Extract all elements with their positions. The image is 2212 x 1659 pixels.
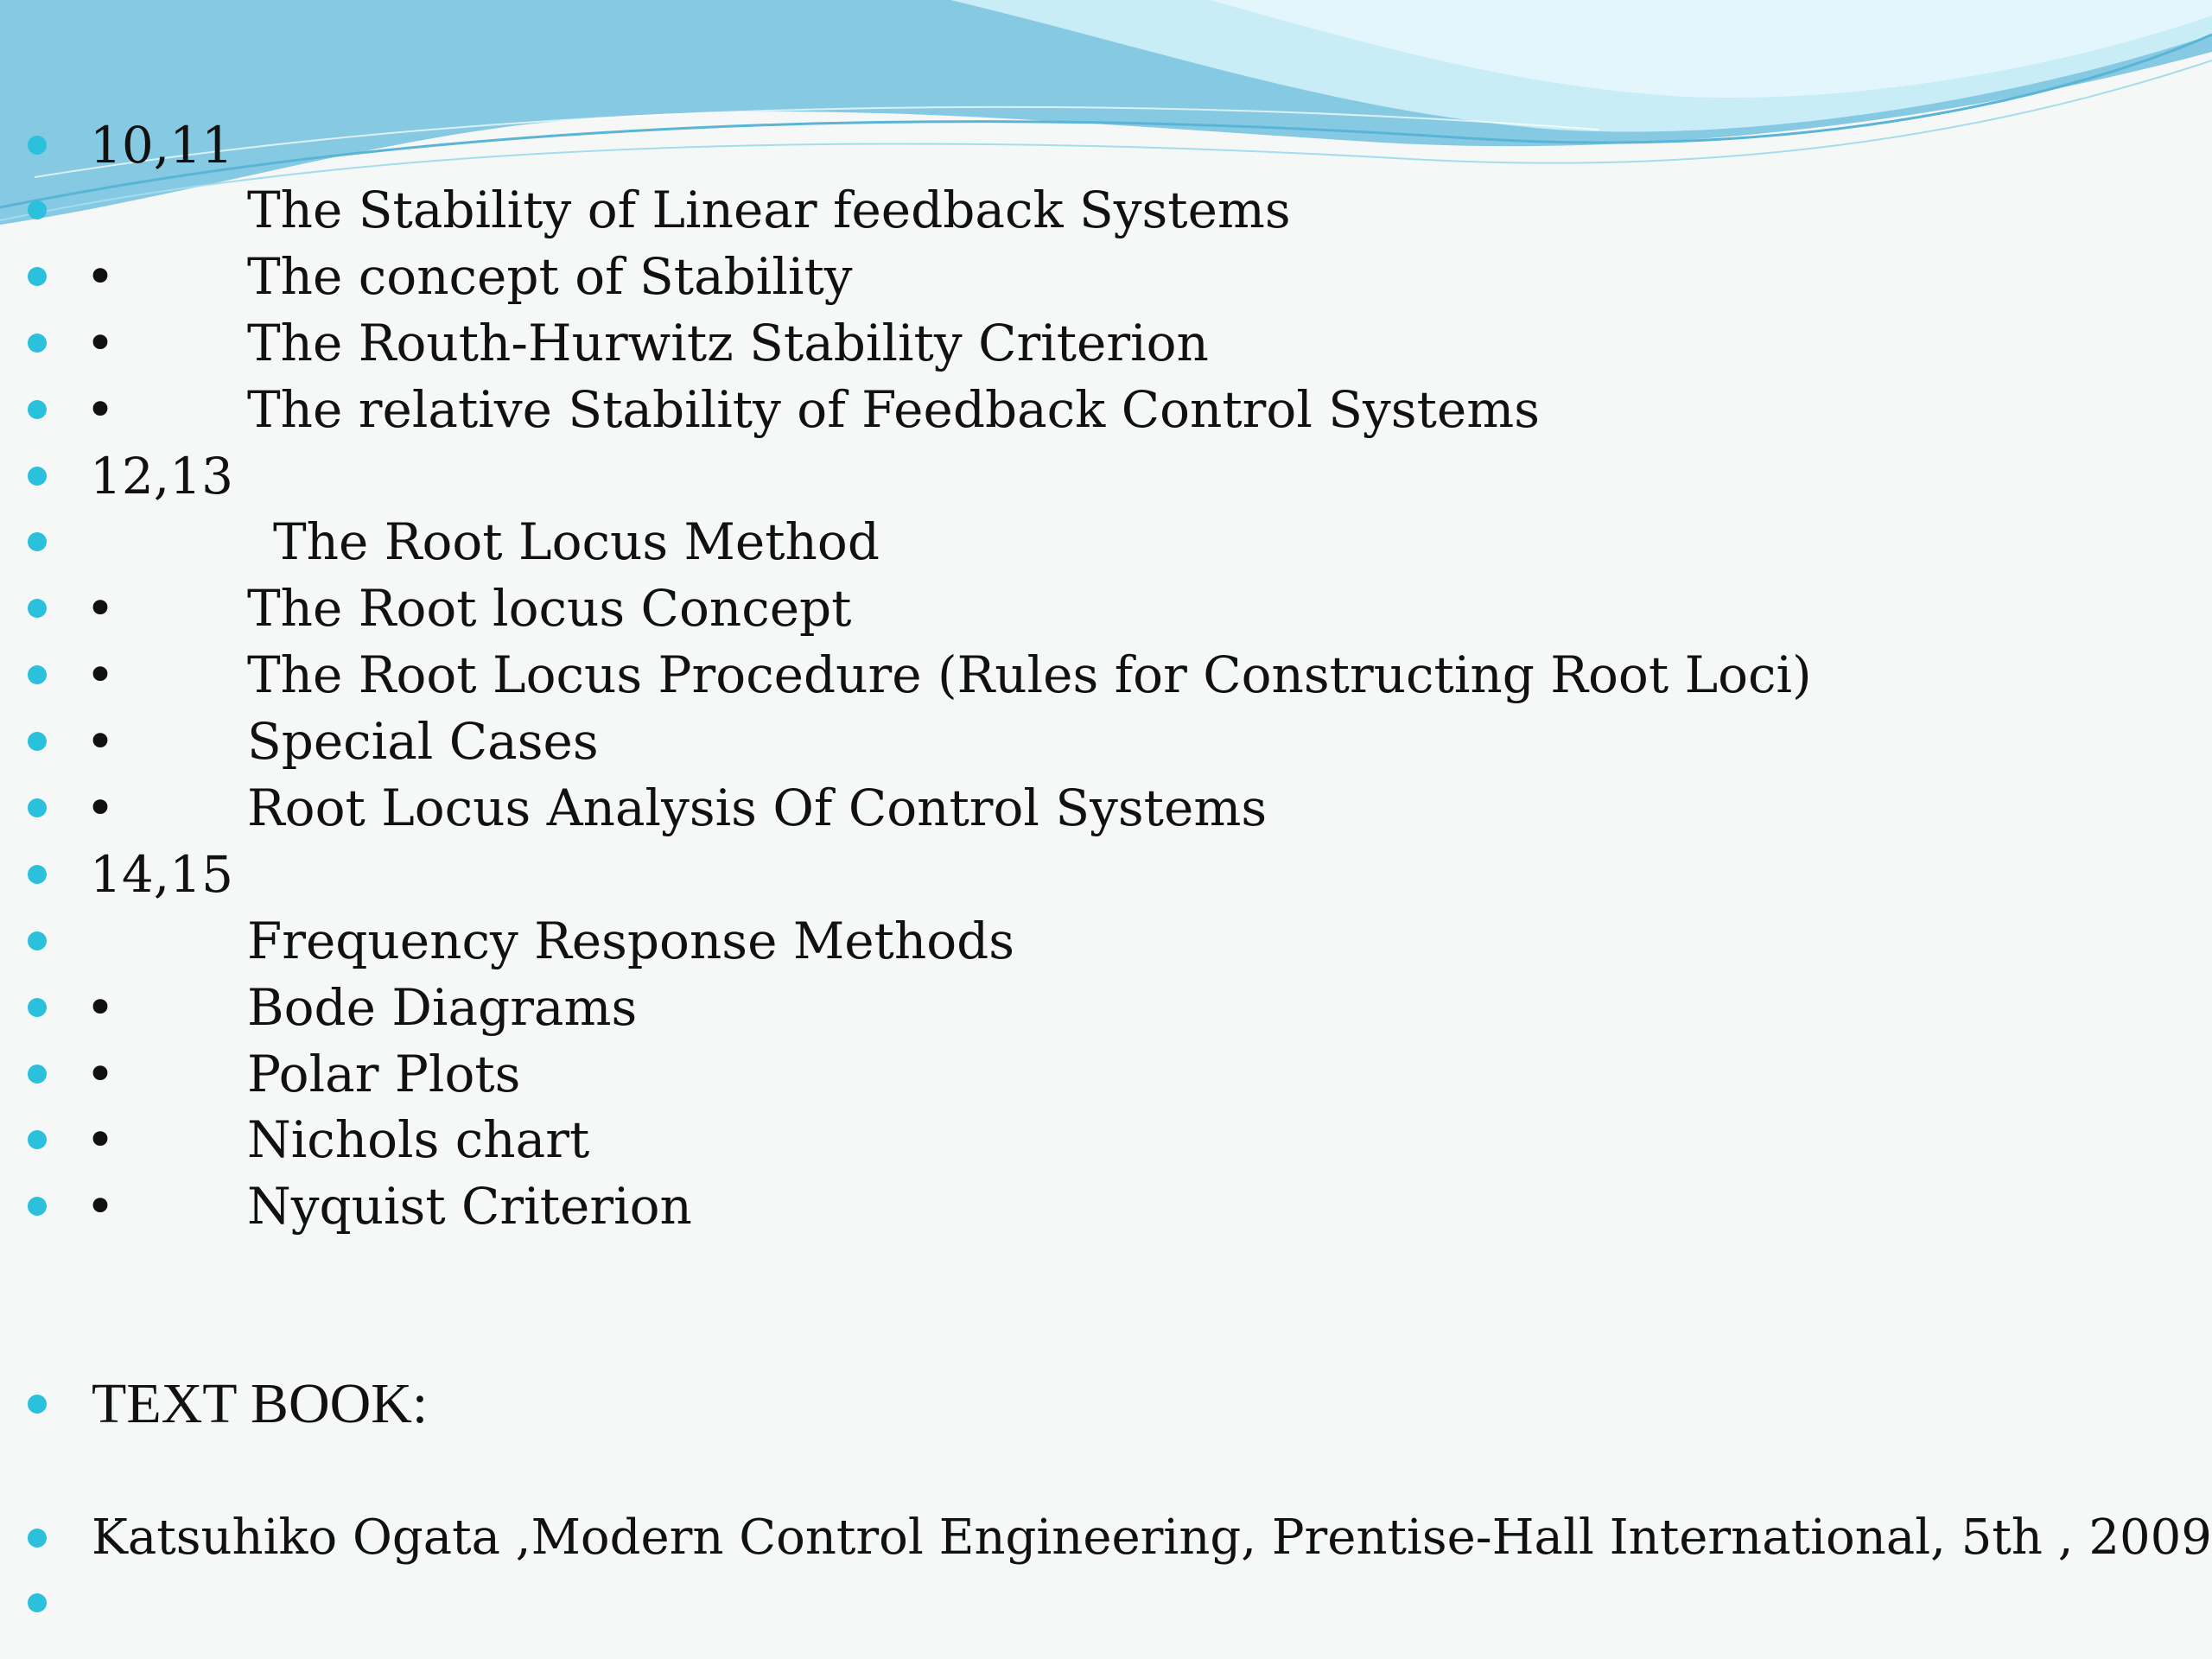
outline-row bbox=[0, 977, 2212, 1038]
sub-bullet-icon: • bbox=[85, 645, 116, 704]
bullet-dot-icon bbox=[28, 1065, 47, 1084]
week-label: 14,15 bbox=[90, 845, 234, 904]
topic-item: Polar Plots bbox=[247, 1045, 521, 1103]
outline-row bbox=[0, 446, 2212, 506]
topic-item: The Root Locus Procedure (Rules for Constructing Root Loci) bbox=[247, 645, 1812, 704]
bullet-dot-icon bbox=[28, 798, 47, 817]
topic-item: Nyquist Criterion bbox=[247, 1177, 692, 1236]
bullet-dot-icon bbox=[28, 467, 47, 486]
sub-bullet-icon: • bbox=[85, 779, 116, 837]
bullet-dot-icon bbox=[28, 998, 47, 1017]
bullet-dot-icon bbox=[28, 1130, 47, 1149]
sub-bullet-icon: • bbox=[85, 1110, 116, 1169]
bullet-dot-icon bbox=[28, 267, 47, 286]
outline-row bbox=[0, 911, 2212, 971]
bullet-dot-icon bbox=[28, 532, 47, 551]
textbook-reference: Katsuhiko Ogata ,Modern Control Engineering, Prentise-Hall International, 5th , 2009 bbox=[92, 1510, 2212, 1566]
topic-item: The concept of Stability bbox=[247, 247, 853, 306]
textbook-heading: TEXT BOOK: bbox=[92, 1372, 429, 1435]
sub-bullet-icon: • bbox=[85, 1177, 116, 1236]
sub-bullet-icon: • bbox=[85, 1045, 116, 1103]
outline-row bbox=[0, 246, 2212, 307]
section-title: The Stability of Linear feedback Systems bbox=[247, 181, 1291, 239]
outline-row bbox=[0, 1109, 2212, 1170]
outline-row bbox=[0, 512, 2212, 572]
textbook-row bbox=[0, 1374, 2212, 1434]
bullet-dot-icon bbox=[28, 1395, 47, 1414]
sub-bullet-icon: • bbox=[85, 712, 116, 771]
sub-bullet-icon: • bbox=[85, 314, 116, 372]
outline-row bbox=[0, 1176, 2212, 1236]
topic-item: Special Cases bbox=[247, 712, 599, 771]
bullet-dot-icon bbox=[28, 136, 47, 155]
section-title: The Root Locus Method bbox=[273, 512, 880, 571]
outline-row bbox=[0, 711, 2212, 772]
outline-row bbox=[0, 778, 2212, 838]
bullet-dot-icon bbox=[28, 599, 47, 618]
section-title: Frequency Response Methods bbox=[247, 912, 1015, 970]
bullet-dot-icon bbox=[28, 334, 47, 353]
outline-row bbox=[0, 379, 2212, 440]
sub-bullet-icon: • bbox=[85, 247, 116, 306]
outline-row bbox=[0, 844, 2212, 905]
topic-item: The Routh-Hurwitz Stability Criterion bbox=[247, 314, 1209, 372]
sub-bullet-icon: • bbox=[85, 978, 116, 1037]
outline-row bbox=[0, 645, 2212, 705]
outline-row bbox=[0, 578, 2212, 639]
topic-item: The relative Stability of Feedback Control Systems bbox=[247, 380, 1540, 439]
outline-row bbox=[0, 115, 2212, 175]
topic-item: The Root locus Concept bbox=[247, 579, 852, 638]
bullet-dot-icon bbox=[28, 1197, 47, 1216]
textbook-row bbox=[0, 1508, 2212, 1568]
topic-item: Root Locus Analysis Of Control Systems bbox=[247, 779, 1268, 837]
bullet-dot-icon bbox=[28, 200, 47, 219]
topic-item: Nichols chart bbox=[247, 1110, 590, 1169]
sub-bullet-icon: • bbox=[85, 380, 116, 439]
bullet-dot-icon bbox=[28, 665, 47, 684]
outline-row bbox=[0, 180, 2212, 240]
bullet-dot-icon bbox=[28, 931, 47, 950]
bullet-dot-icon bbox=[28, 865, 47, 884]
bullet-dot-icon bbox=[28, 732, 47, 751]
week-label: 10,11 bbox=[90, 116, 234, 175]
topic-item: Bode Diagrams bbox=[247, 978, 638, 1037]
empty-row bbox=[0, 1573, 2212, 1633]
sub-bullet-icon: • bbox=[85, 579, 116, 638]
outline-row bbox=[0, 313, 2212, 373]
bullet-dot-icon bbox=[28, 400, 47, 419]
week-label: 12,13 bbox=[90, 447, 234, 505]
bullet-dot-icon bbox=[28, 1593, 47, 1612]
bullet-dot-icon bbox=[28, 1529, 47, 1548]
outline-row bbox=[0, 1044, 2212, 1104]
